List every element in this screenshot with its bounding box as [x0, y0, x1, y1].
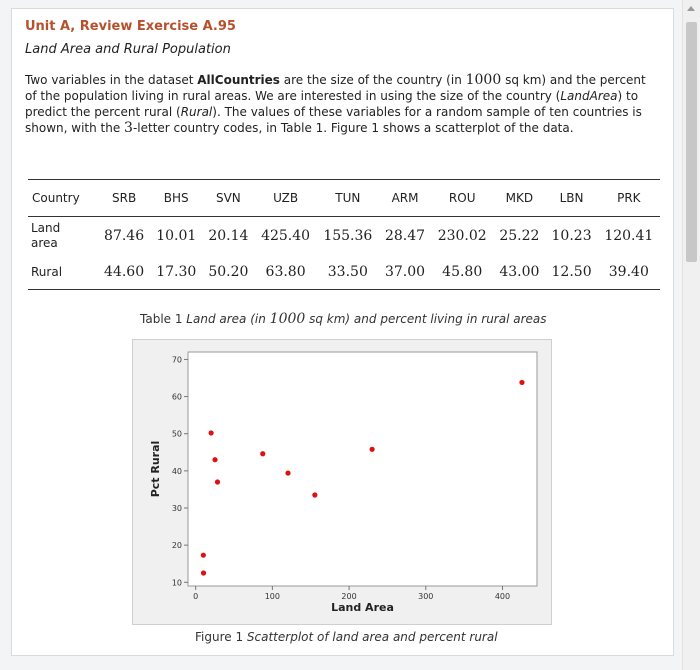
- desc-text: sq km) and the percent of the population living in rural areas. We are interested in using the size of the country (: [25, 73, 646, 103]
- x-tick-label: 0: [193, 592, 199, 601]
- y-tick-label: 40: [171, 466, 182, 476]
- rural-cell: 43.00: [493, 255, 545, 290]
- scatter-point: [285, 470, 290, 475]
- table-row-land-area: [28, 217, 660, 256]
- scatter-point: [212, 457, 217, 462]
- scatter-point: [519, 380, 524, 385]
- land-area-cell: 20.14: [208, 228, 249, 244]
- x-tick-label: 300: [418, 592, 434, 601]
- rural-cell: 17.30: [150, 255, 202, 290]
- scroll-up-arrow-icon[interactable]: [687, 6, 695, 11]
- desc-number: 1000: [465, 72, 502, 88]
- row-header-rural: Rural: [28, 255, 98, 290]
- table-corner-header: Country: [28, 180, 98, 217]
- scatterplot-figure: [132, 339, 552, 625]
- land-area-cell: 155.36: [323, 228, 373, 244]
- country-header: MKD: [493, 180, 545, 217]
- exercise-title: Unit A, Review Exercise A.95: [25, 19, 236, 34]
- desc-text: Two variables in the dataset: [25, 73, 198, 87]
- land-area-cell: 25.22: [499, 228, 540, 244]
- caption-text: Land area (in: [186, 312, 270, 326]
- variable-name: Rural: [180, 105, 213, 119]
- exercise-description: [25, 72, 657, 136]
- rural-cell: 45.80: [431, 255, 493, 290]
- row-header-land-area: [28, 217, 98, 256]
- rural-cell: 37.00: [379, 255, 431, 290]
- desc-text: ). The values of these variables for a random sample of ten countries is shown, with the: [25, 105, 642, 135]
- variable-name: LandArea: [560, 89, 618, 103]
- x-tick-label: 200: [341, 592, 357, 601]
- vertical-scrollbar[interactable]: [682, 0, 700, 670]
- row-header-text: area: [31, 236, 58, 250]
- scatter-point: [201, 553, 206, 558]
- x-tick-label: 400: [494, 592, 511, 601]
- caption-label: Figure 1: [195, 630, 247, 644]
- y-tick-label: 70: [171, 355, 182, 365]
- land-area-cell: 87.46: [104, 228, 145, 244]
- caption-text: sq km) and percent living in rural areas: [305, 312, 547, 326]
- y-axis-label: Pct Rural: [149, 440, 162, 498]
- table-row-rural: [28, 255, 660, 290]
- y-tick-label: 60: [171, 392, 182, 402]
- land-area-cell: 10.01: [156, 228, 197, 244]
- country-header: ROU: [431, 180, 493, 217]
- country-header: SVN: [202, 180, 254, 217]
- scroll-thumb[interactable]: [686, 22, 697, 262]
- table-header-row: [28, 180, 660, 217]
- scatter-point: [215, 479, 220, 484]
- desc-text: -letter country codes, in Table 1. Figure 1 shows a scatterplot of the data.: [132, 121, 574, 135]
- x-axis-label: Land Area: [331, 601, 394, 614]
- scatterplot: [133, 340, 551, 624]
- rural-cell: 44.60: [98, 255, 150, 290]
- plot-area: [188, 352, 537, 586]
- country-header: TUN: [317, 180, 379, 217]
- y-tick-label: 30: [171, 504, 182, 513]
- scatter-point: [312, 492, 317, 497]
- country-header: UZB: [254, 180, 316, 217]
- land-area-cell: 230.02: [437, 228, 487, 244]
- country-header: BHS: [150, 180, 202, 217]
- land-area-cell: 120.41: [604, 228, 654, 244]
- country-header: ARM: [379, 180, 431, 217]
- desc-text: are the size of the country (in: [279, 73, 466, 87]
- land-area-cell: 425.40: [261, 228, 311, 244]
- scatter-point: [209, 430, 214, 435]
- scatter-point: [201, 570, 206, 575]
- table-caption: [140, 311, 547, 327]
- desc-number: 3: [124, 120, 133, 136]
- y-tick-label: 20: [171, 541, 182, 551]
- row-header-text: Land: [31, 221, 61, 235]
- dataset-name: AllCountries: [197, 73, 280, 87]
- y-tick-label: 50: [171, 429, 182, 439]
- y-tick-label: 10: [171, 578, 182, 588]
- rural-cell: 12.50: [545, 255, 597, 290]
- exercise-card: [11, 8, 674, 656]
- caption-text: Scatterplot of land area and percent rural: [246, 630, 498, 644]
- country-header: SRB: [98, 180, 150, 217]
- desc-text: ) to predict the percent rural (: [25, 89, 639, 119]
- scatter-point: [260, 451, 265, 456]
- figure-caption: [195, 630, 498, 644]
- rural-cell: 63.80: [254, 255, 316, 290]
- land-area-cell: 28.47: [384, 228, 426, 244]
- exercise-subtitle: Land Area and Rural Population: [25, 42, 231, 57]
- rural-cell: 33.50: [317, 255, 379, 290]
- land-area-cell: 10.23: [551, 228, 592, 244]
- caption-number: 1000: [269, 311, 306, 327]
- rural-cell: 39.40: [598, 255, 660, 290]
- country-header: LBN: [545, 180, 597, 217]
- caption-label: Table 1: [140, 312, 187, 326]
- rural-cell: 50.20: [202, 255, 254, 290]
- data-table: [28, 179, 660, 290]
- scatter-point: [370, 447, 375, 452]
- country-header: PRK: [598, 180, 660, 217]
- x-tick-label: 100: [264, 592, 281, 601]
